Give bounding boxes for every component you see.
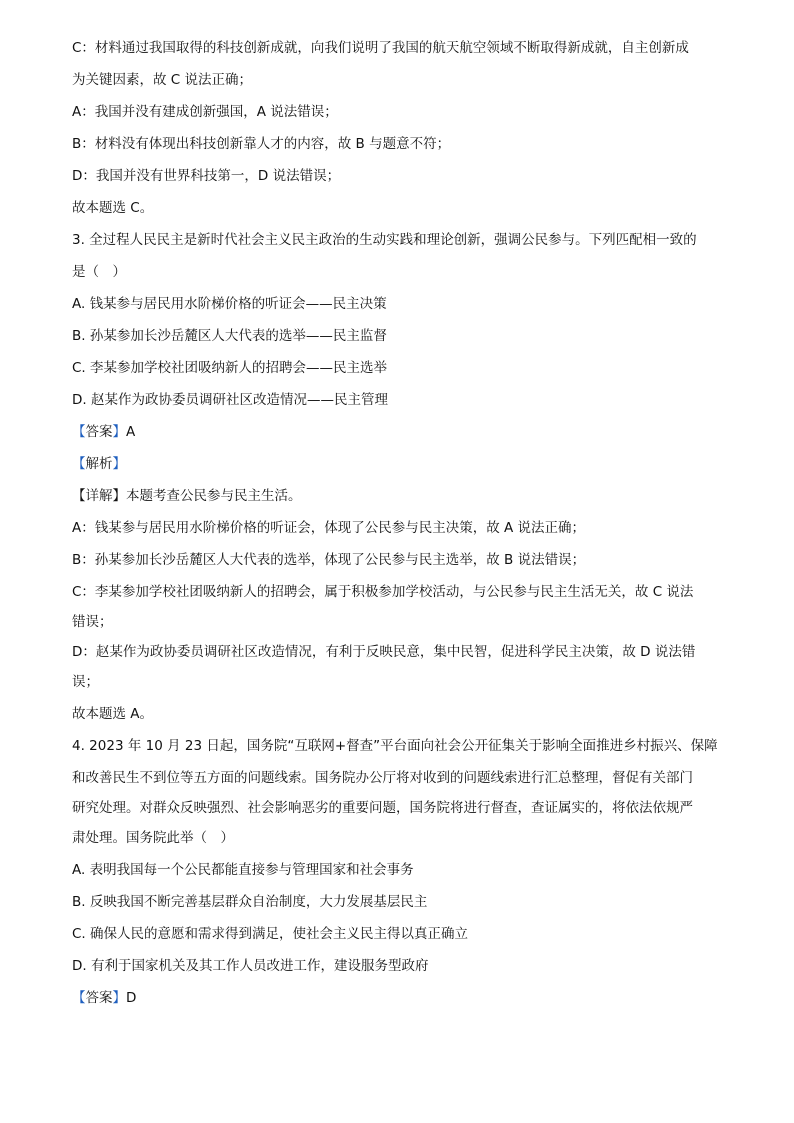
question-4-stem: 4. 2023 年 10 月 23 日起，国务院“互联网+督查”平台面向社会公开征集关于影响全面推进乡村振兴、保障: [72, 738, 718, 754]
text-line: A：我国并没有建成创新强国，A 说法错误；: [72, 104, 338, 120]
bracket-open: 【: [72, 488, 86, 504]
detail-text: 本题考查公民参与民主生活。: [126, 488, 302, 504]
bracket-close: 】: [112, 456, 126, 472]
answer-line: [72, 988, 136, 1008]
text-line: 错误；: [72, 614, 113, 630]
bracket-close: 】: [112, 424, 126, 440]
text-line: 为关键因素，故 C 说法正确；: [72, 72, 253, 88]
option-c: C. 李某参加学校社团吸纳新人的招聘会——民主选举: [72, 360, 388, 376]
text-line: B：材料没有体现出科技创新靠人才的内容，故 B 与题意不符；: [72, 136, 451, 152]
answer-value: D: [126, 990, 137, 1006]
option-b: B. 孙某参加长沙岳麓区人大代表的选举——民主监督: [72, 328, 387, 344]
question-4-stem: 和改善民生不到位等五方面的问题线索。国务院办公厅将对收到的问题线索进行汇总整理，督促有关部门: [72, 770, 693, 786]
text-line: 误；: [72, 674, 99, 690]
option-d: D. 有利于国家机关及其工作人员改进工作，建设服务型政府: [72, 958, 429, 974]
text-line: 故本题选 A。: [72, 706, 154, 722]
question-3-stem: 3. 全过程人民民主是新时代社会主义民主政治的生动实践和理论创新，强调公民参与。下列匹配相一致的: [72, 232, 697, 248]
bracket-close: 】: [112, 488, 126, 504]
text-line: B：孙某参加长沙岳麓区人大代表的选举，体现了公民参与民主选举，故 B 说法错误；: [72, 552, 586, 568]
bracket-close: 】: [112, 990, 126, 1006]
text-line: C：材料通过我国取得的科技创新成就，向我们说明了我国的航天航空领域不断取得新成就，自主创新成: [72, 40, 689, 56]
text-line: D：赵某作为政协委员调研社区改造情况，有利于反映民意，集中民智，促进科学民主决策，故 D 说法错: [72, 644, 696, 660]
answer-label: 答案: [85, 424, 113, 440]
text-line: 故本题选 C。: [72, 200, 154, 216]
bracket-open: 【: [72, 424, 86, 440]
option-a: A. 表明我国每一个公民都能直接参与管理国家和社会事务: [72, 862, 414, 878]
detail-label: 详解: [85, 488, 113, 504]
text-line: D：我国并没有世界科技第一，D 说法错误；: [72, 168, 341, 184]
detail-line: [72, 486, 302, 506]
analysis-line: [72, 454, 126, 474]
text-line: C：李某参加学校社团吸纳新人的招聘会，属于积极参加学校活动，与公民参与民主生活无关，故 C 说法: [72, 584, 694, 600]
bracket-open: 【: [72, 456, 86, 472]
analysis-label: 解析: [85, 456, 113, 472]
text-line: A：钱某参与居民用水阶梯价格的听证会，体现了公民参与民主决策，故 A 说法正确；: [72, 520, 586, 536]
bracket-open: 【: [72, 990, 86, 1006]
answer-value: A: [126, 424, 136, 440]
option-b: B. 反映我国不断完善基层群众自治制度，大力发展基层民主: [72, 894, 428, 910]
option-a: A. 钱某参与居民用水阶梯价格的听证会——民主决策: [72, 296, 387, 312]
question-4-stem: 研究处理。对群众反映强烈、社会影响恶劣的重要问题，国务院将进行督查，查证属实的，将依法依规严: [72, 800, 693, 816]
option-c: C. 确保人民的意愿和需求得到满足，使社会主义民主得以真正确立: [72, 926, 469, 942]
option-d: D. 赵某作为政协委员调研社区改造情况——民主管理: [72, 392, 388, 408]
question-4-stem-end: 肃处理。国务院此举（ ）: [72, 830, 234, 846]
answer-label: 答案: [85, 990, 113, 1006]
answer-line: [72, 422, 135, 442]
question-3-stem-end: 是（ ）: [72, 264, 126, 280]
